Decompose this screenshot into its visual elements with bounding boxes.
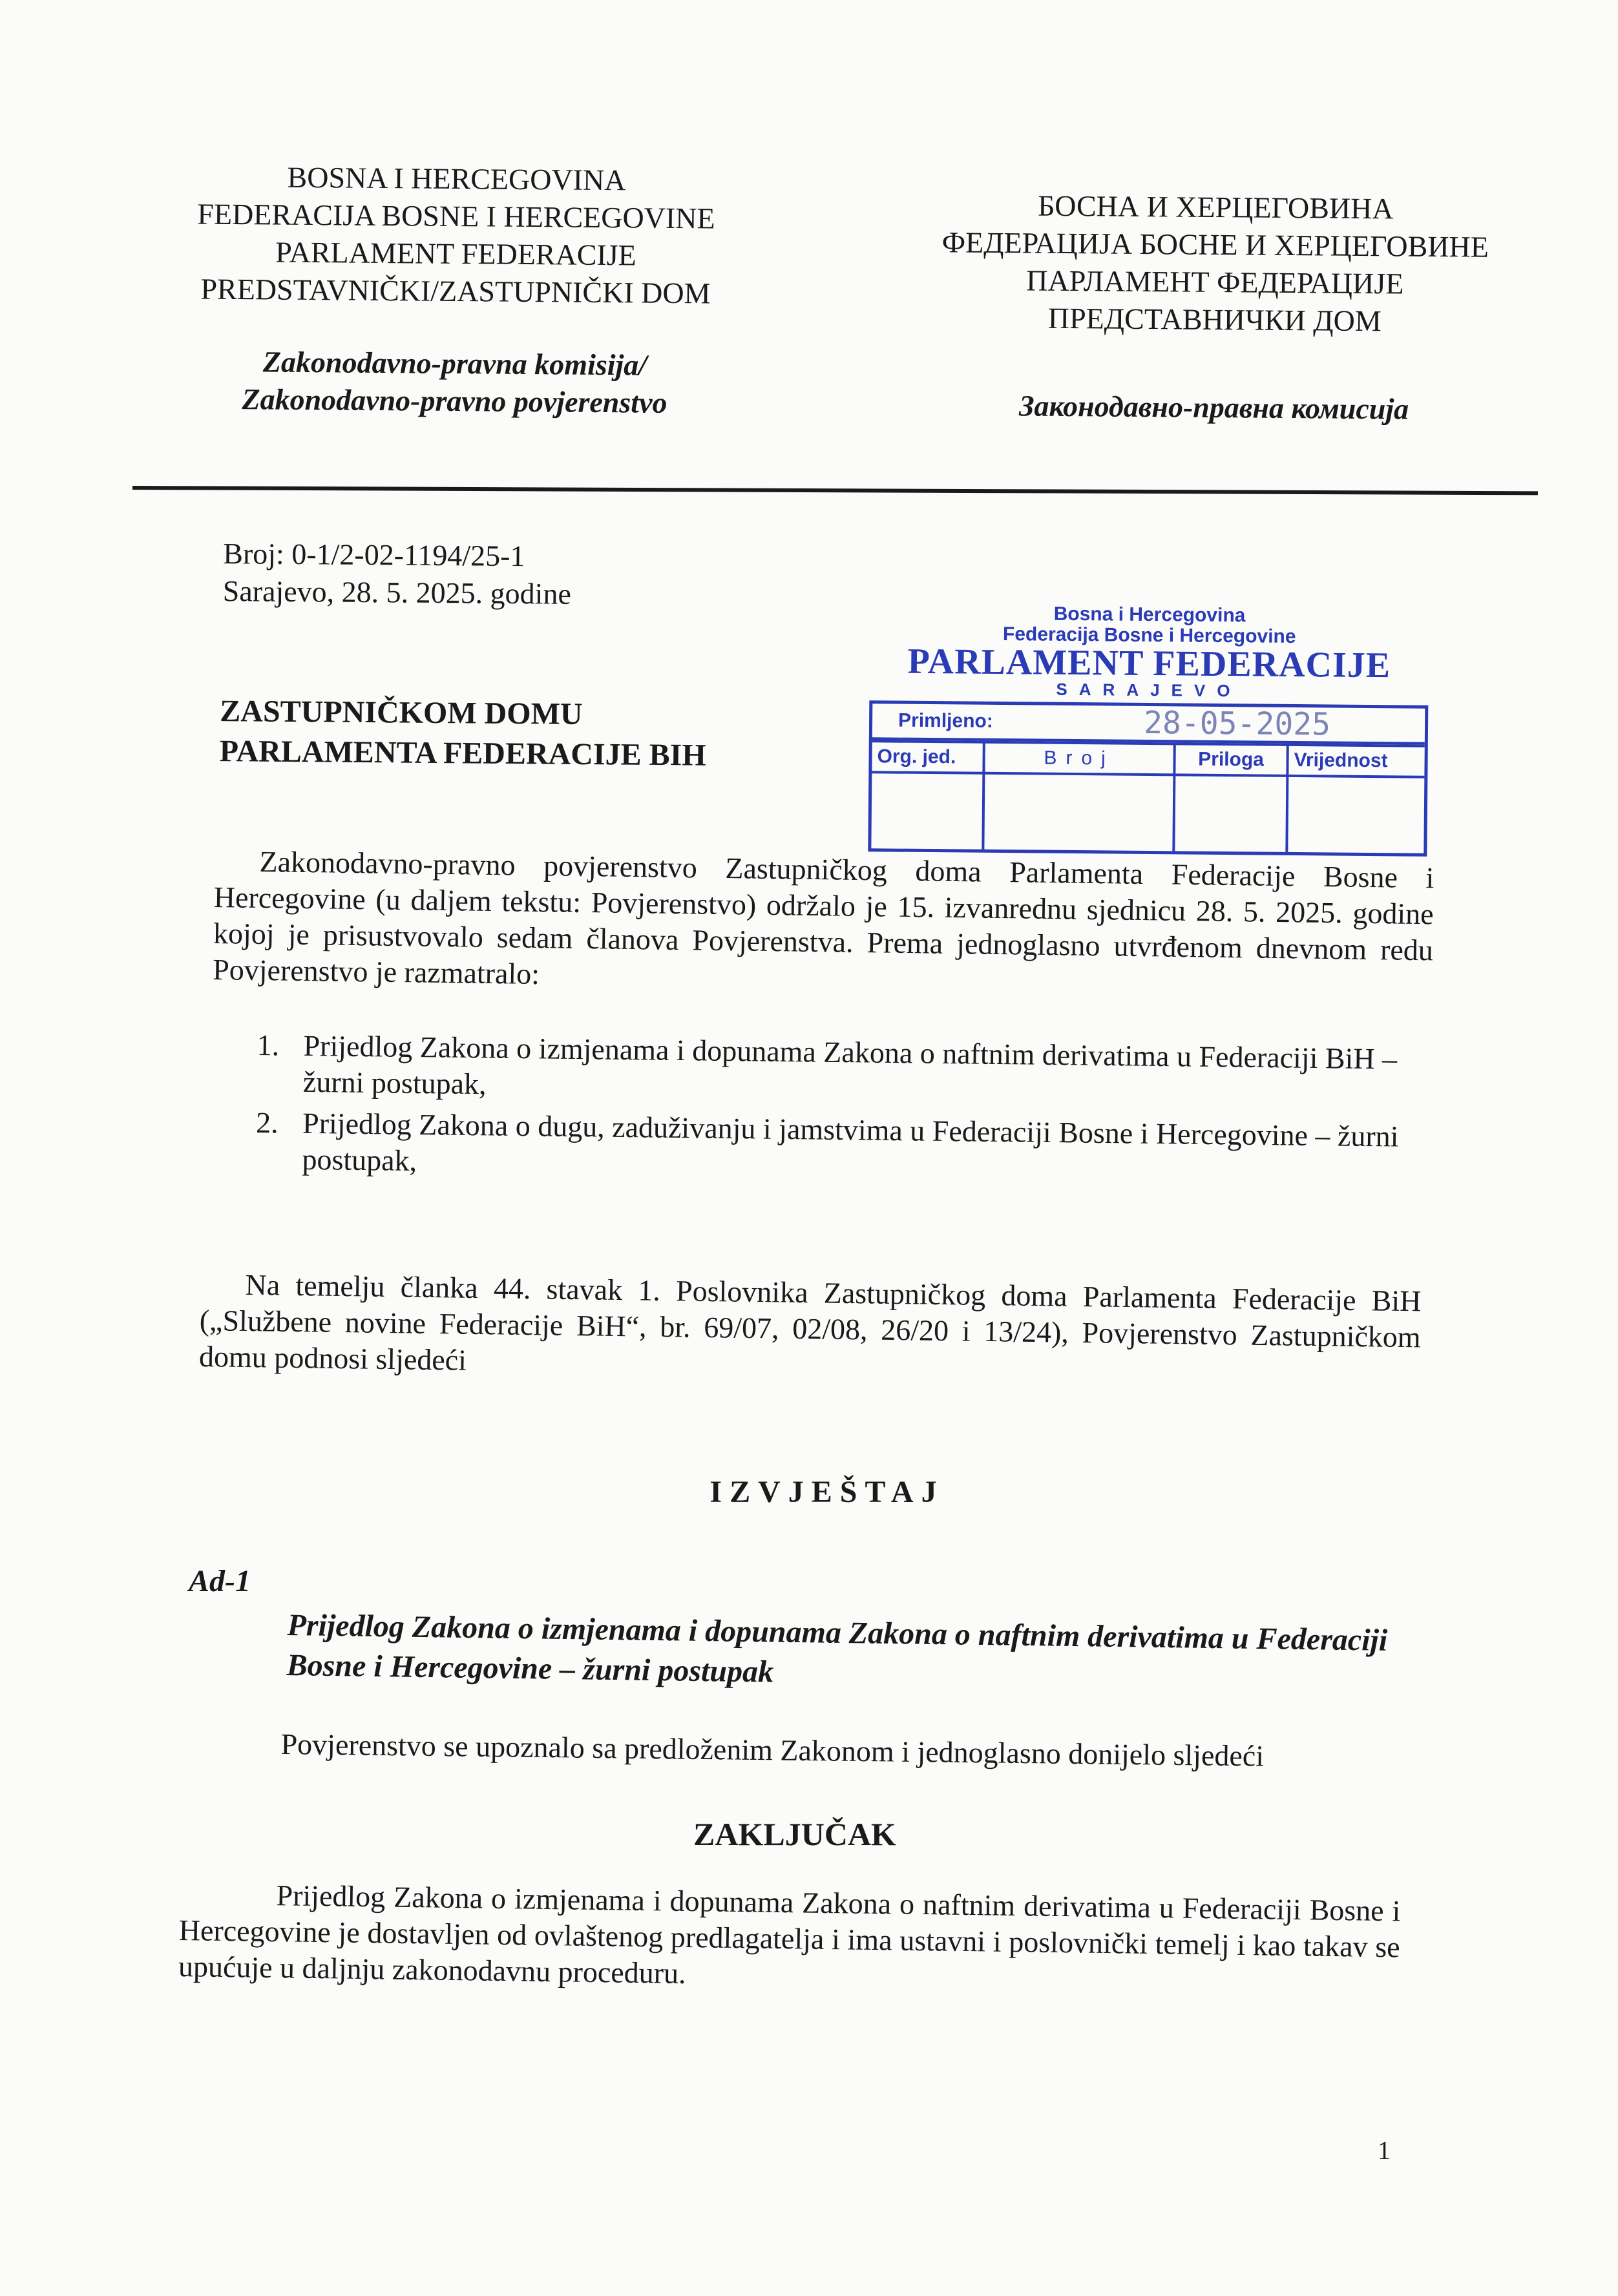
stamp-col-value: Vrijednost bbox=[1287, 745, 1424, 777]
agenda-ad-label: Ad-1 bbox=[189, 1564, 251, 1598]
header-left bbox=[154, 158, 757, 423]
header-left-line: PREDSTAVNIČKI/ZASTUPNIČKI DOM bbox=[200, 272, 711, 310]
stamp-federation: Federacija Bosne i Hercegovine bbox=[1002, 623, 1296, 647]
stamp-grid bbox=[871, 740, 1424, 853]
agenda-item-text: Prijedlog Zakona o dugu, zaduživanju i jamstvima u Federaciji Bosne i Hercegovine – žurni postupak, bbox=[302, 1106, 1399, 1178]
received-stamp bbox=[868, 601, 1429, 857]
agenda-item-text: Prijedlog Zakona o izmjenama i dopunama Zakona o naftnim derivatima u Federaciji BiH – žurni postupak, bbox=[302, 1028, 1398, 1101]
header-right-line: ПАРЛАМЕНТ ФЕДЕРАЦИЈЕ bbox=[1026, 264, 1404, 300]
conclusion-paragraph bbox=[178, 1876, 1401, 2001]
header-right-line: ПРЕДСТАВНИЧКИ ДОМ bbox=[1047, 301, 1382, 338]
stamp-parliament: PARLAMENT FEDERACIJE bbox=[907, 641, 1391, 686]
header-left-line: FEDERACIJA BOSNE I HERCEGOVINE bbox=[197, 197, 715, 235]
header-divider bbox=[132, 486, 1538, 495]
document-meta bbox=[223, 535, 805, 615]
stamp-box bbox=[868, 700, 1428, 857]
stamp-col-attachments: Priloga bbox=[1174, 744, 1287, 776]
committee-name-left: Zakonodavno-pravno povjerenstvo bbox=[242, 382, 667, 419]
addressee-line: PARLAMENTA FEDERACIJE BIH bbox=[219, 734, 706, 773]
intro-paragraph bbox=[213, 843, 1434, 1005]
agenda-item-number: 2. bbox=[255, 1105, 279, 1140]
agenda-list bbox=[255, 1027, 1433, 1191]
header-left-line: PARLAMENT FEDERACIJE bbox=[275, 235, 636, 272]
document-number: Broj: 0-1/2-02-1194/25-1 bbox=[223, 537, 525, 573]
header-right-line: ФЕДЕРАЦИЈА БОСНЕ И ХЕРЦЕГОВИНЕ bbox=[941, 225, 1489, 264]
addressee bbox=[219, 691, 801, 777]
stamp-city: SARAJEVO bbox=[1056, 679, 1242, 701]
stamp-country: Bosna i Hercegovina bbox=[1053, 603, 1246, 627]
legal-basis-paragraph bbox=[199, 1266, 1422, 1392]
header-right-line: БОСНА И ХЕРЦЕГОВИНА bbox=[1037, 189, 1394, 225]
ad1-lead: Povjerenstvo se upoznalo sa predloženim Zakonom i jednoglasno donijelo sljedeći bbox=[280, 1727, 1265, 1773]
agenda-item bbox=[255, 1105, 1432, 1191]
stamp-received-row bbox=[872, 704, 1425, 744]
agenda-item-number: 1. bbox=[257, 1028, 280, 1062]
conclusion-text: Prijedlog Zakona o izmjenama i dopunama Zakona o naftnim derivatima u Federaciji Bosne i Hercegovine je dostavljen od ovlaštenog predlagatelja i ima ustavni i poslovnički temelj i kao takav se upućuje u daljnju zakonodavnu proceduru. bbox=[178, 1879, 1401, 1990]
ad1-title: Prijedlog Zakona o izmjenama i dopunama Zakona o naftnim derivatima u Federaciji Bosne i Hercegovine – žurni postupak bbox=[286, 1607, 1388, 1689]
header-right bbox=[897, 186, 1532, 430]
document-place-date: Sarajevo, 28. 5. 2025. godine bbox=[222, 574, 572, 611]
agenda-item bbox=[257, 1027, 1433, 1114]
addressee-line: ZASTUPNIČKOM DOMU bbox=[220, 694, 583, 731]
stamp-received-label: Primljeno: bbox=[898, 709, 993, 732]
header-left-line: BOSNA I HERCEGOVINA bbox=[287, 160, 626, 197]
committee-name-right: Законодавно-правна комисија bbox=[1018, 389, 1409, 426]
report-title: IZVJEŠTAJ bbox=[709, 1475, 945, 1509]
stamp-col-org: Org. jed. bbox=[872, 741, 983, 773]
committee-name-left: Zakonodavno-pravna komisija/ bbox=[262, 345, 647, 382]
stamp-received-date: 28-05-2025 bbox=[1143, 704, 1331, 743]
intro-text: Zakonodavno-pravno povjerenstvo Zastupničkog doma Parlamenta Federacije Bosne i Hercegovine (u daljem tekstu: Povjerenstvo) održalo je 15. izvanrednu sjednicu 28. 5. 2025. godine kojoj je prisustvovalo sedam članova Povjerenstva. Prema jednoglasno utvrđenom dnevnom redu Povjerenstvo je razmatralo: bbox=[212, 844, 1434, 991]
conclusion-title: ZAKLJUČAK bbox=[693, 1816, 896, 1852]
legal-basis-text: Na temelju članka 44. stavak 1. Poslovnika Zastupničkog doma Parlamenta Federacije BiH („Službene novine Federacije BiH“, br. 69/07, 02/08, 26/20 i 13/24), Povjerenstvo Zastupničkom domu podnosi sljedeći bbox=[198, 1268, 1422, 1377]
stamp-col-number: Broj bbox=[983, 742, 1174, 775]
page-number: 1 bbox=[1378, 2136, 1391, 2165]
